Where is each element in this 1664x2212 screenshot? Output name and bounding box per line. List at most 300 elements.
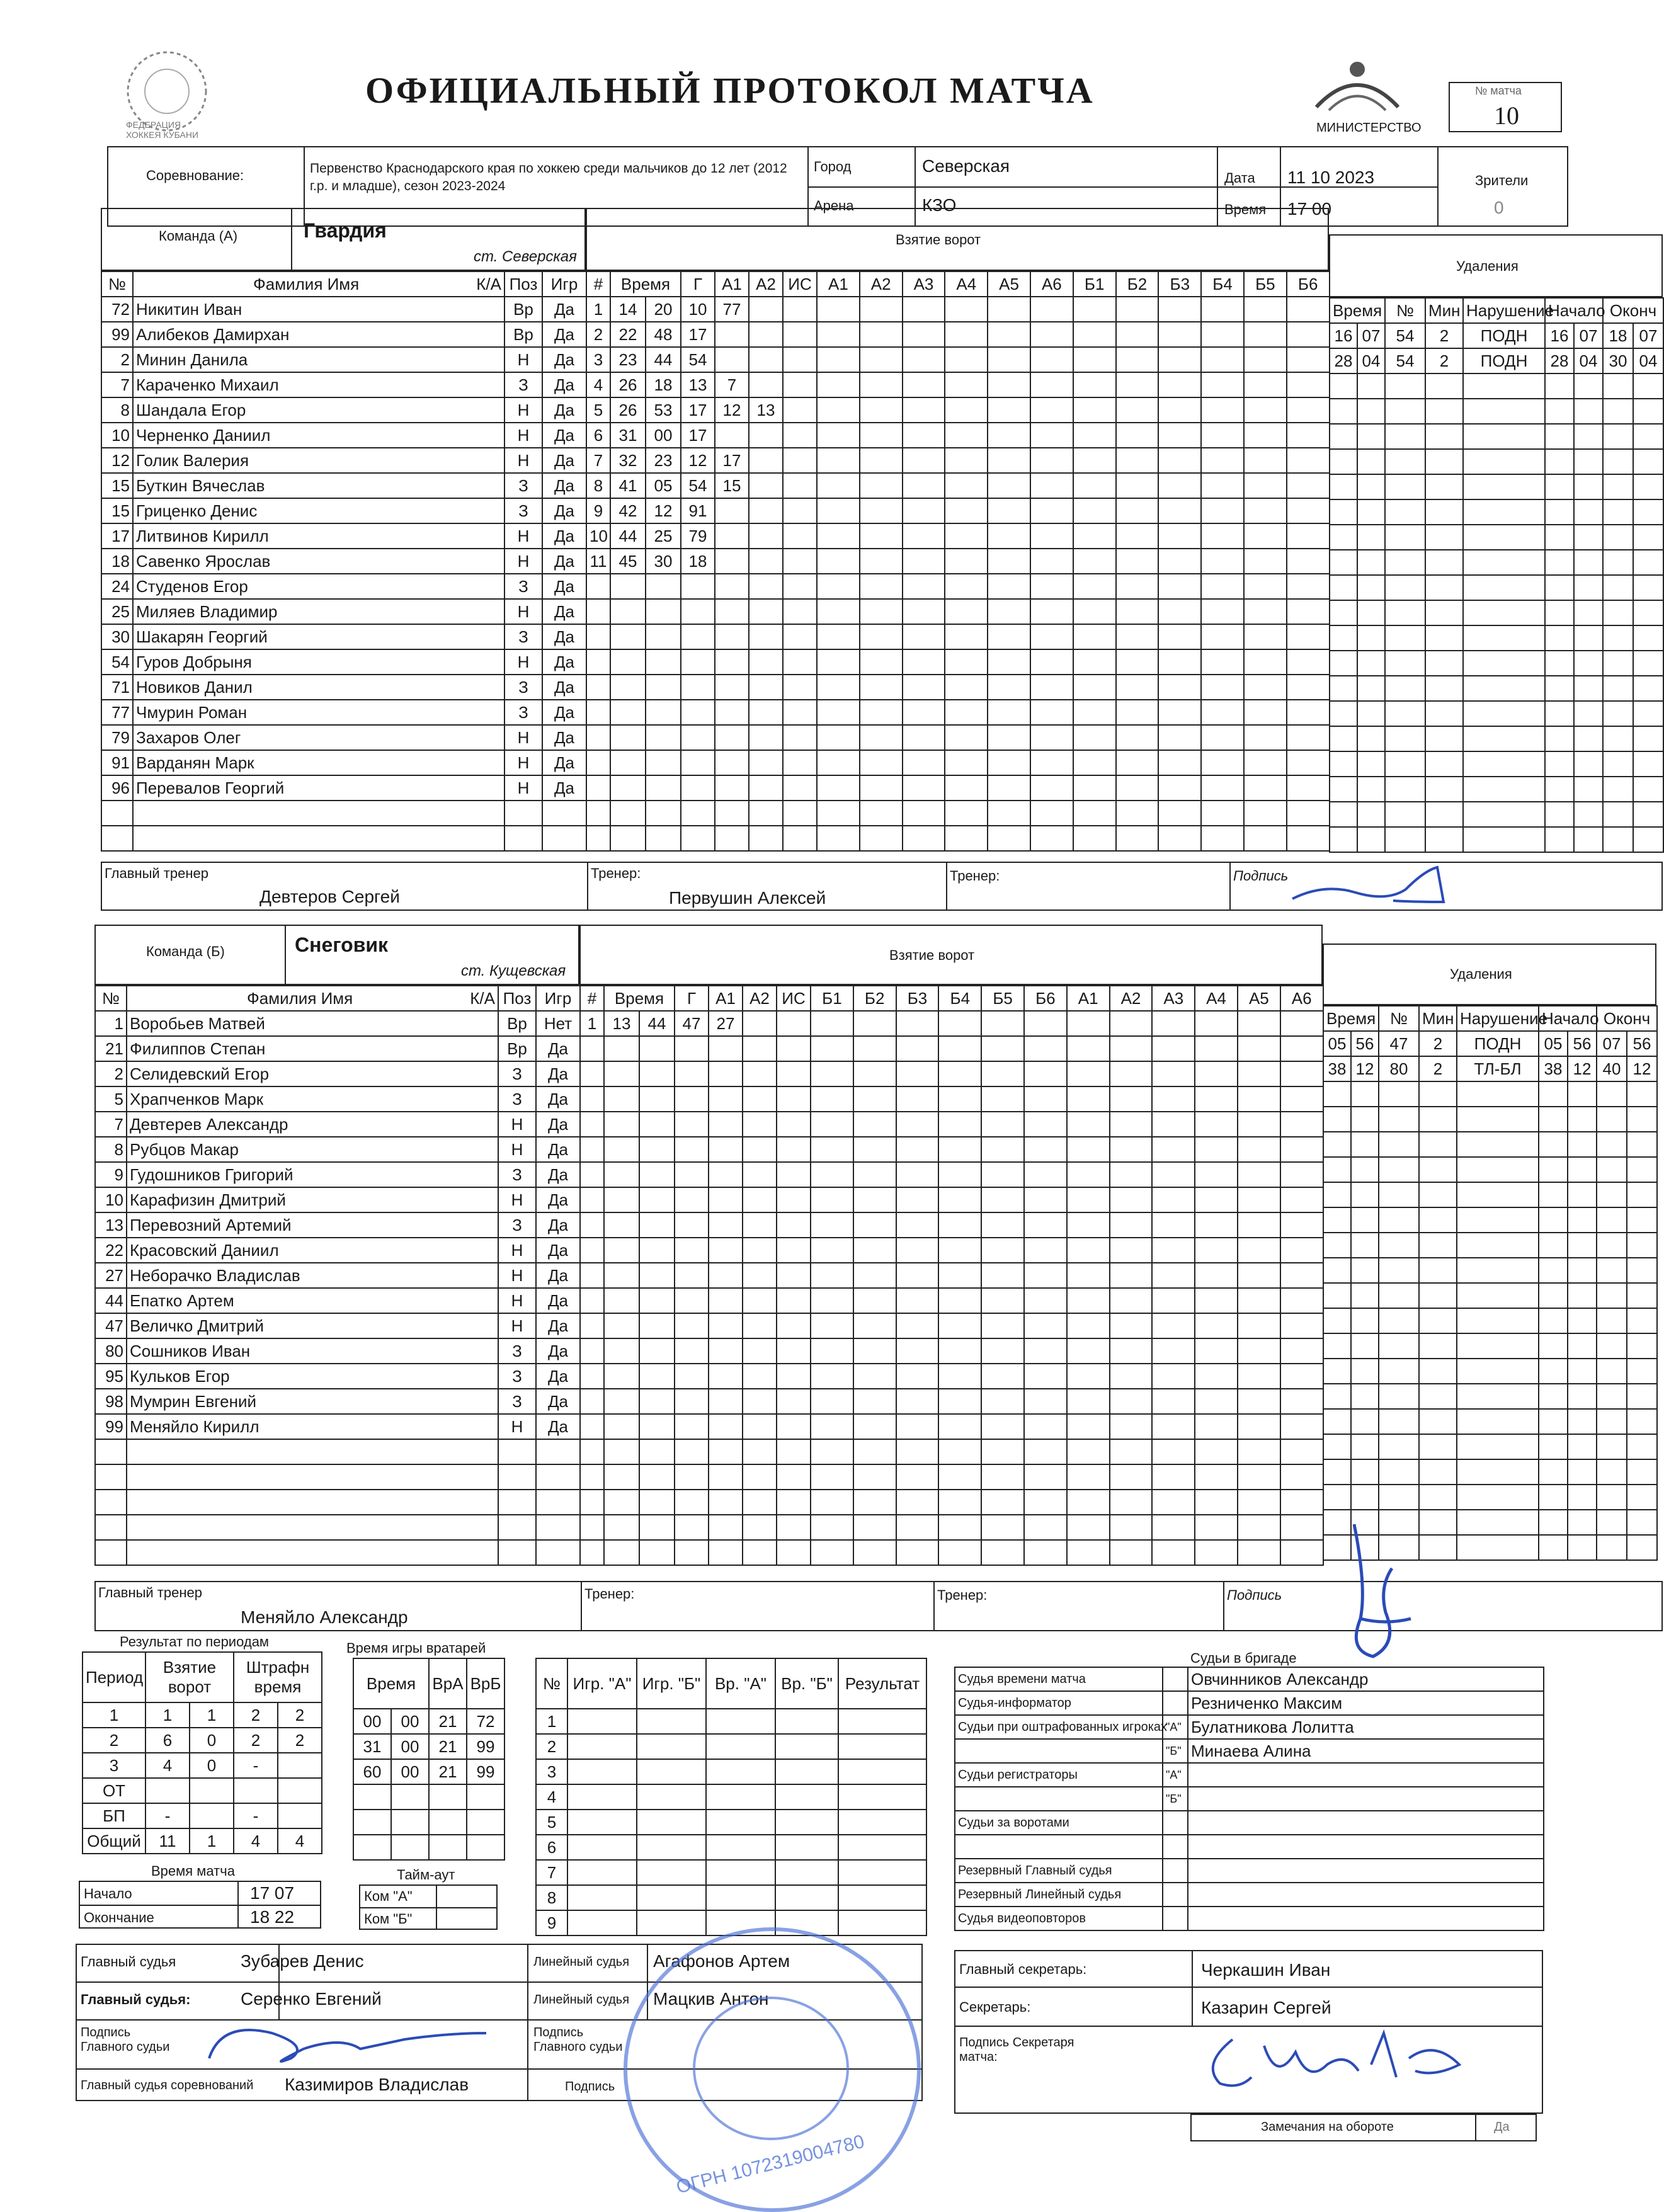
pen-minutes	[1419, 1258, 1457, 1283]
player-name: Миляев Владимир	[133, 599, 504, 624]
penalty-row	[1330, 701, 1663, 726]
player-number: 15	[101, 473, 133, 498]
player-number	[95, 1490, 127, 1515]
onice-cell	[1195, 1414, 1238, 1439]
onice-cell	[817, 750, 860, 775]
player-name	[127, 1439, 498, 1464]
onice-cell	[1201, 725, 1244, 750]
player-position: З	[498, 1389, 536, 1414]
team-b-pen-title: Удаления	[1450, 966, 1512, 982]
pen-end-min	[1603, 651, 1633, 676]
pen-start-sec	[1568, 1434, 1597, 1459]
goal-scorer	[681, 624, 715, 649]
official-stamp-inner-icon	[693, 1997, 849, 2140]
pen-min	[1323, 1359, 1351, 1384]
onice-cell	[1110, 1011, 1153, 1036]
onice-cell	[903, 725, 945, 750]
pen-col-num: №	[1385, 298, 1425, 323]
onice-cell	[1244, 372, 1287, 397]
onice-cell	[1024, 1112, 1067, 1137]
player-number: 91	[101, 750, 133, 775]
onice-cell	[1110, 1490, 1153, 1515]
onice-cell	[860, 448, 903, 473]
pen-end-min	[1597, 1409, 1627, 1434]
onice-cell	[1110, 1288, 1153, 1313]
team-a-coach-label: Тренер:	[591, 865, 641, 881]
pen-end-min	[1603, 575, 1633, 600]
goal-assist2	[743, 1036, 777, 1061]
pen-start-min: 05	[1539, 1031, 1568, 1056]
pen-min	[1330, 651, 1357, 676]
onice-cell	[1073, 725, 1116, 750]
goal-min	[604, 1212, 639, 1238]
goal-assist1	[709, 1137, 743, 1162]
pen-start-sec	[1574, 751, 1603, 777]
onice-cell	[860, 549, 903, 574]
table-row	[95, 1212, 580, 1238]
pen-start-min	[1545, 525, 1574, 550]
onice-cell	[1287, 649, 1330, 675]
goal-min	[610, 801, 646, 826]
goal-min	[604, 1313, 639, 1338]
goal-situation	[783, 397, 817, 423]
player-position	[498, 1540, 536, 1565]
pen-sec	[1351, 1107, 1379, 1132]
goal-row	[580, 1162, 1323, 1187]
onice-cell	[1067, 1464, 1110, 1490]
goal-assist2	[749, 675, 783, 700]
onice-cell	[1201, 801, 1244, 826]
pen-start-min	[1539, 1333, 1568, 1359]
onice-cell	[1287, 397, 1330, 423]
official-role	[955, 1787, 1163, 1811]
penalty-row	[1330, 651, 1663, 676]
onice-cell	[853, 1313, 896, 1338]
onice-cell	[1067, 1313, 1110, 1338]
onice-cell	[1152, 1389, 1195, 1414]
onice-cell	[903, 750, 945, 775]
onice-cell	[1030, 775, 1073, 801]
onice-cell	[981, 1540, 1024, 1565]
goal-min	[604, 1364, 639, 1389]
goal-scorer	[675, 1187, 709, 1212]
pen-min	[1330, 625, 1357, 651]
pen-start-sec	[1568, 1182, 1597, 1207]
goal-scorer	[675, 1389, 709, 1414]
goalie-b	[467, 1784, 504, 1810]
team-a-coach: Первушин Алексей	[669, 888, 826, 908]
pen-start-sec	[1574, 424, 1603, 449]
onice-cell	[853, 1238, 896, 1263]
pen-end-min	[1603, 499, 1633, 525]
pen-player: 54	[1385, 348, 1425, 373]
penalty-row	[1323, 1107, 1657, 1132]
onice-col: Б6	[1024, 986, 1067, 1011]
pen-min	[1323, 1485, 1351, 1510]
table-row	[101, 498, 586, 523]
onice-cell	[896, 1515, 939, 1540]
pen-end-min	[1597, 1459, 1627, 1485]
official-row	[955, 1715, 1544, 1739]
onice-cell	[1152, 1515, 1195, 1540]
onice-cell	[1110, 1212, 1153, 1238]
pen-start-min	[1545, 550, 1574, 575]
pen-end-min	[1603, 827, 1633, 852]
onice-cell	[1116, 801, 1159, 826]
onice-cell	[853, 1036, 896, 1061]
goal-row	[586, 801, 1330, 826]
onice-cell	[945, 423, 988, 448]
player-name	[127, 1464, 498, 1490]
goal-assist1	[715, 649, 749, 675]
onice-cell	[1287, 826, 1330, 851]
onice-cell	[853, 1439, 896, 1464]
onice-cell	[1201, 397, 1244, 423]
onice-cell	[1158, 473, 1201, 498]
onice-cell	[1244, 523, 1287, 549]
goal-situation	[777, 1439, 811, 1464]
onice-cell	[1116, 750, 1159, 775]
goal-sec	[646, 675, 681, 700]
pen-start-sec	[1568, 1409, 1597, 1434]
onice-cell	[903, 372, 945, 397]
table-row	[101, 347, 586, 372]
pen-min	[1323, 1233, 1351, 1258]
onice-cell	[1287, 498, 1330, 523]
goalie-sec: 00	[391, 1734, 429, 1759]
onice-cell	[938, 1086, 981, 1112]
player-name: Гриценко Денис	[133, 498, 504, 523]
pen-col-start-b: Начало	[1539, 1006, 1597, 1031]
player-position	[498, 1490, 536, 1515]
goal-assist1: 7	[715, 372, 749, 397]
official-team	[1163, 1811, 1188, 1835]
onice-cell	[1110, 1187, 1153, 1212]
player-name: Мумрин Евгений	[127, 1389, 498, 1414]
player-name: Неборачко Владислав	[127, 1263, 498, 1288]
player-name: Черненко Даниил	[133, 423, 504, 448]
onice-cell	[1287, 347, 1330, 372]
onice-cell	[988, 775, 1030, 801]
player-position: Н	[504, 347, 542, 372]
onice-cell	[1158, 498, 1201, 523]
goal-assist2	[749, 498, 783, 523]
onice-cell	[853, 1540, 896, 1565]
onice-cell	[903, 801, 945, 826]
pen-minutes	[1419, 1333, 1457, 1359]
onice-cell	[903, 473, 945, 498]
pen-minutes	[1425, 651, 1463, 676]
onice-cell	[1024, 1011, 1067, 1036]
penalty-row	[1323, 1132, 1657, 1157]
goalie-row	[353, 1759, 504, 1784]
logo-left	[120, 44, 214, 139]
penalty-row	[1330, 449, 1663, 474]
shootout-cell	[838, 1860, 926, 1885]
goal-number	[586, 775, 610, 801]
onice-cell	[1152, 1238, 1195, 1263]
pen-player	[1385, 625, 1425, 651]
goal-scorer	[675, 1414, 709, 1439]
onice-cell	[811, 1036, 853, 1061]
onice-cell	[938, 1338, 981, 1364]
pen-end-sec	[1633, 550, 1663, 575]
onice-cell	[1158, 599, 1201, 624]
pen-end-min	[1597, 1359, 1627, 1384]
shootout-cell	[567, 1759, 637, 1784]
onice-cell	[1024, 1061, 1067, 1086]
pen-minutes	[1425, 802, 1463, 827]
onice-col: Б1	[1073, 271, 1116, 297]
pen-start-sec	[1574, 701, 1603, 726]
penalty-row	[1323, 1233, 1657, 1258]
onice-cell	[853, 1338, 896, 1364]
pen-start-min	[1545, 827, 1574, 852]
penalty-row	[1330, 777, 1663, 802]
penalty-row	[1330, 499, 1663, 525]
pen-minutes	[1425, 373, 1463, 399]
player-plays: Да	[536, 1112, 580, 1137]
goal-row	[586, 675, 1330, 700]
onice-cell	[1067, 1238, 1110, 1263]
onice-cell	[811, 1238, 853, 1263]
goal-row	[580, 1061, 1323, 1086]
goal-scorer	[681, 775, 715, 801]
table-row	[101, 775, 586, 801]
pen-start-sec	[1574, 525, 1603, 550]
onice-cell	[1238, 1288, 1280, 1313]
goal-sec	[646, 624, 681, 649]
goal-sec	[639, 1263, 675, 1288]
onice-cell	[1110, 1338, 1153, 1364]
sec-label: Секретарь:	[959, 1999, 1031, 2015]
player-name: Кульков Егор	[127, 1364, 498, 1389]
player-position	[504, 826, 542, 851]
goal-scorer: 12	[681, 448, 715, 473]
pen-end-min	[1597, 1207, 1627, 1233]
pen-player	[1385, 424, 1425, 449]
player-number: 18	[101, 549, 133, 574]
penalty-row	[1323, 1081, 1657, 1107]
onice-cell	[817, 347, 860, 372]
goal-sec	[639, 1338, 675, 1364]
pen-end-sec	[1633, 600, 1663, 625]
player-position: З	[504, 700, 542, 725]
onice-cell	[938, 1364, 981, 1389]
player-position: Вр	[498, 1036, 536, 1061]
onice-cell	[1280, 1061, 1323, 1086]
player-name: Девтерев Александр	[127, 1112, 498, 1137]
player-number: 1	[95, 1011, 127, 1036]
logo-right	[1297, 50, 1422, 151]
goal-row	[580, 1364, 1323, 1389]
goal-min	[604, 1086, 639, 1112]
goal-assist1	[709, 1086, 743, 1112]
goal-scorer	[675, 1439, 709, 1464]
pen-minutes	[1425, 525, 1463, 550]
onice-cell	[938, 1389, 981, 1414]
goal-scorer	[675, 1490, 709, 1515]
player-number	[95, 1515, 127, 1540]
onice-cell	[1287, 775, 1330, 801]
sec: Казарин Сергей	[1201, 1998, 1331, 2017]
pen-player	[1385, 701, 1425, 726]
onice-cell	[1280, 1364, 1323, 1389]
pen-min: 38	[1323, 1056, 1351, 1081]
pen-sec	[1357, 499, 1385, 525]
pen-violation	[1457, 1081, 1539, 1107]
table-row	[95, 1439, 580, 1464]
onice-cell	[1201, 549, 1244, 574]
pen-min	[1330, 550, 1357, 575]
player-position: З	[498, 1364, 536, 1389]
pen-player	[1379, 1485, 1419, 1510]
player-name: Литвинов Кирилл	[133, 523, 504, 549]
goal-assist1	[715, 498, 749, 523]
goal-assist2	[749, 624, 783, 649]
pen-end-min	[1603, 751, 1633, 777]
pen-minutes	[1425, 676, 1463, 701]
onice-cell	[1195, 1464, 1238, 1490]
col-name	[133, 271, 504, 297]
pen-min	[1330, 399, 1357, 424]
goal-assist2	[743, 1515, 777, 1540]
player-position: Н	[504, 549, 542, 574]
goals-col-hash: #	[580, 986, 604, 1011]
official-team	[1163, 1691, 1188, 1715]
goal-assist2	[749, 750, 783, 775]
shootout-num: 9	[536, 1910, 567, 1936]
official-row	[955, 1907, 1544, 1930]
pen-end-sec	[1627, 1459, 1657, 1485]
onice-cell	[896, 1061, 939, 1086]
goal-row	[580, 1490, 1323, 1515]
pen-start-sec	[1568, 1333, 1597, 1359]
onice-col: А2	[1110, 986, 1153, 1011]
penalty-row	[1330, 827, 1663, 852]
onice-cell	[1158, 297, 1201, 322]
shootout-cell	[775, 1759, 838, 1784]
official-role: Судья видеоповторов	[955, 1907, 1163, 1930]
pen-start-min	[1539, 1258, 1568, 1283]
stamp-text: ОГРН 1072319004780	[674, 2131, 867, 2198]
pen-end-min	[1597, 1233, 1627, 1258]
player-plays: Да	[542, 448, 586, 473]
pen-start-sec	[1568, 1207, 1597, 1233]
onice-cell	[1195, 1439, 1238, 1464]
pen-start-sec	[1568, 1258, 1597, 1283]
onice-cell	[1195, 1238, 1238, 1263]
pen-player	[1379, 1081, 1419, 1107]
onice-cell	[945, 775, 988, 801]
onice-cell	[945, 347, 988, 372]
sig-main-label: Подпись Главного судьи	[81, 2026, 170, 2054]
player-position: З	[498, 1338, 536, 1364]
onice-cell	[945, 599, 988, 624]
table-row	[95, 1112, 580, 1137]
goal-assist2: 13	[749, 397, 783, 423]
team-b-name: Снеговик	[295, 933, 389, 956]
player-number	[101, 801, 133, 826]
onice-cell	[811, 1162, 853, 1187]
goal-sec	[639, 1162, 675, 1187]
goal-assist1	[715, 599, 749, 624]
goal-scorer	[681, 725, 715, 750]
shootout-cell	[637, 1810, 706, 1835]
goal-min: 26	[610, 372, 646, 397]
onice-cell	[945, 523, 988, 549]
goal-assist1	[715, 574, 749, 599]
pen-minutes	[1425, 575, 1463, 600]
player-name: Минин Данила	[133, 347, 504, 372]
logo-left-text: ФЕДЕРАЦИЯ ХОККЕЯ КУБАНИ	[126, 120, 199, 140]
pen-sec	[1357, 701, 1385, 726]
goal-min	[610, 750, 646, 775]
pen-col-min-b: Мин	[1419, 1006, 1457, 1031]
goal-scorer: 17	[681, 397, 715, 423]
goal-scorer: 13	[681, 372, 715, 397]
team-a-coach-box	[101, 862, 1663, 911]
onice-cell	[1195, 1212, 1238, 1238]
pen-minutes	[1419, 1308, 1457, 1333]
pen-end-min	[1597, 1182, 1627, 1207]
onice-cell	[938, 1540, 981, 1565]
goal-row	[580, 1338, 1323, 1364]
player-name: Алибеков Дамирхан	[133, 322, 504, 347]
player-number: 30	[101, 624, 133, 649]
onice-cell	[1116, 599, 1159, 624]
goal-sec	[646, 775, 681, 801]
goal-number	[580, 1212, 604, 1238]
goal-number	[580, 1313, 604, 1338]
pen-start-min	[1545, 575, 1574, 600]
goal-sec	[639, 1364, 675, 1389]
onice-cell	[1116, 624, 1159, 649]
onice-cell	[988, 523, 1030, 549]
goal-number	[580, 1464, 604, 1490]
shootout-cell	[567, 1835, 637, 1860]
pen-sec	[1351, 1459, 1379, 1485]
player-position: Н	[498, 1313, 536, 1338]
player-position: Н	[504, 649, 542, 675]
pen-sec	[1357, 777, 1385, 802]
shootout-row	[536, 1784, 926, 1810]
period-name: Общий	[83, 1828, 145, 1854]
pen-min	[1330, 474, 1357, 499]
pen-end-sec: 07	[1633, 323, 1663, 348]
goal-number	[580, 1086, 604, 1112]
pen-sec	[1357, 399, 1385, 424]
onice-cell	[1024, 1187, 1067, 1212]
goal-situation	[777, 1464, 811, 1490]
goal-assist2	[743, 1011, 777, 1036]
onice-cell	[1238, 1464, 1280, 1490]
goal-situation	[777, 1263, 811, 1288]
team-a-pen-table	[1329, 297, 1664, 853]
pen-player	[1379, 1384, 1419, 1409]
pen-sec	[1351, 1283, 1379, 1308]
onice-cell	[817, 599, 860, 624]
pen-end-min	[1597, 1485, 1627, 1510]
pen-violation	[1457, 1409, 1539, 1434]
goal-number	[580, 1137, 604, 1162]
onice-cell	[1201, 448, 1244, 473]
timeout-a-label: Ком "А"	[364, 1888, 413, 1904]
pen-start-min: 38	[1539, 1056, 1568, 1081]
goal-number	[580, 1439, 604, 1464]
penalty-row	[1330, 348, 1663, 373]
goalie-min	[353, 1810, 391, 1835]
